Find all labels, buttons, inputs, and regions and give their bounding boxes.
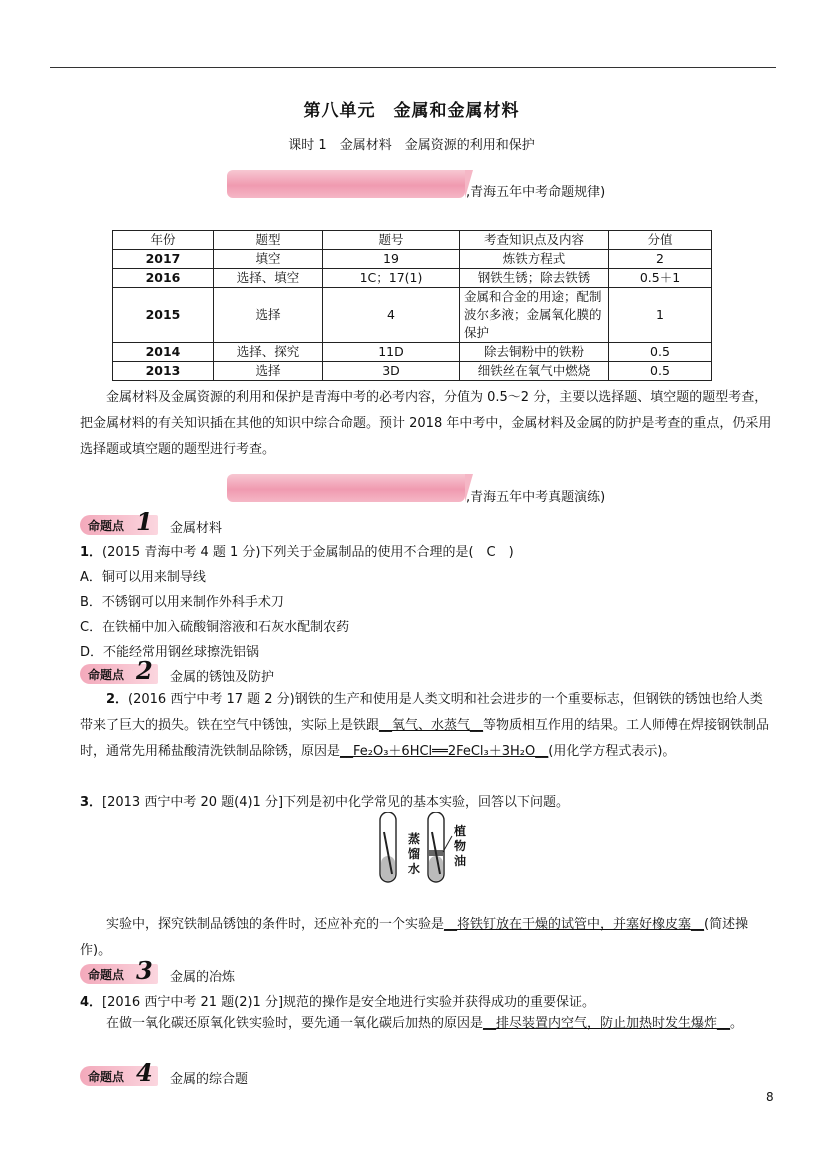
topic-number: 1 (136, 507, 153, 536)
topic-tag-label: 命题点 (88, 1070, 125, 1084)
answer-blank: __将铁钉放在干燥的试管中，并塞好橡皮塞__ (444, 917, 705, 932)
question-text: 等物质相互作用的结果。工人师傅在焊接钢铁制品时，通常先用稀盐酸清洗铁制品除锈，原因是 (80, 718, 770, 759)
question-2 (80, 687, 775, 765)
question-4-stem (80, 991, 595, 1010)
question-number: 4． (80, 995, 103, 1010)
cell-type: 选择 (214, 288, 323, 343)
question-text: (用化学方程式表示)。 (548, 744, 676, 759)
topic-title: 金属的锈蚀及防护 (170, 670, 275, 685)
label-vegetable-oil: 植物油 (454, 824, 467, 868)
topic-title: 金属材料 (170, 521, 223, 536)
question-text: 。 (730, 1016, 744, 1031)
table-row (113, 288, 712, 343)
question-3-body (80, 912, 775, 964)
topic-tag-label: 命题点 (88, 968, 125, 982)
table-header: 题号 (323, 231, 460, 250)
cell-year: 2015 (113, 288, 214, 343)
option-c: C．在铁桶中加入硫酸铜溶液和石灰水配制农药 (80, 620, 350, 635)
table-header: 题型 (214, 231, 323, 250)
cell-number: 19 (323, 250, 460, 269)
table-header-row (113, 231, 712, 250)
cell-content: 细铁丝在氧气中燃烧 (460, 362, 609, 381)
table-row (113, 362, 712, 381)
cell-score: 0.5 (609, 343, 712, 362)
cell-number: 4 (323, 288, 460, 343)
question-text: 在做一氧化碳还原氧化铁实验时，要先通一氧化碳后加热的原因是 (106, 1016, 484, 1031)
cell-score: 0.5 (609, 362, 712, 381)
question-text: [2016 西宁中考 21 题(2)1 分]规范的操作是安全地进行实验并获得成功的重要保证。 (102, 995, 596, 1010)
topic-number: 3 (136, 956, 153, 985)
cell-type: 选择、填空 (214, 269, 323, 288)
table-row (113, 269, 712, 288)
topic-tag (80, 956, 158, 985)
answer-blank: __氧气、水蒸气__ (379, 718, 484, 733)
page-number: 8 (766, 1090, 774, 1104)
cell-score: 2 (609, 250, 712, 269)
cell-score: 0.5＋1 (609, 269, 712, 288)
banner-rules-ribbon (227, 170, 465, 198)
question-4-body (80, 1011, 775, 1037)
cell-content: 钢铁生锈；除去铁锈 (460, 269, 609, 288)
cell-year: 2016 (113, 269, 214, 288)
topic-number: 4 (136, 1058, 153, 1087)
cell-type: 填空 (214, 250, 323, 269)
topic-tag (80, 656, 158, 685)
question-3-stem (80, 791, 569, 810)
cell-year: 2013 (113, 362, 214, 381)
question-number: 3． (80, 795, 103, 810)
banner-practice-ribbon (227, 474, 465, 502)
topic-tag (80, 1058, 158, 1087)
test-tube-left (380, 812, 396, 882)
question-text: (2016 西宁中考 17 题 2 分)钢铁的生产和使用是人类文明和社会进步的一个重要标志，但钢铁的锈蚀也给人类带来了巨大的损失。铁在空气中锈蚀，实际上是铁跟 (80, 692, 763, 733)
answer-blank: __排尽装置内空气，防止加热时发生爆炸__ (483, 1016, 731, 1031)
label-distilled-water: 蒸馏水 (408, 832, 421, 876)
cell-type: 选择、探究 (214, 343, 323, 362)
option-a: A．铜可以用来制导线 (80, 570, 206, 585)
topic-title: 金属的冶炼 (170, 970, 236, 985)
banner-rules-text: ,青海五年中考命题规律) (466, 185, 606, 200)
cell-content: 金属和合金的用途；配制波尔多液；金属氧化膜的保护 (460, 288, 609, 343)
table-header: 考查知识点及内容 (460, 231, 609, 250)
question-text: [2013 西宁中考 20 题(4)1 分]下列是初中化学常见的基本实验，回答以下问题。 (102, 795, 570, 810)
question-text: 实验中，探究铁制品锈蚀的条件时，还应补充的一个实验是 (106, 917, 445, 932)
option-b: B．不锈钢可以用来制作外科手术刀 (80, 595, 284, 610)
question-text: (简述操作)。 (80, 917, 749, 958)
cell-content: 炼铁方程式 (460, 250, 609, 269)
table-row (113, 250, 712, 269)
cell-number: 11D (323, 343, 460, 362)
table-header: 分值 (609, 231, 712, 250)
table-row (113, 343, 712, 362)
question-number: 2． (106, 692, 129, 707)
question-number: 1． (80, 545, 103, 560)
cell-year: 2017 (113, 250, 214, 269)
topic-title: 金属的综合题 (170, 1072, 249, 1087)
header-rule (50, 67, 776, 68)
unit-title: 第八单元 金属和金属材料 (303, 101, 520, 121)
answer-blank: __Fe₂O₃＋6HCl══2FeCl₃＋3H₂O__ (340, 744, 549, 759)
topic-tag (80, 507, 158, 536)
banner-practice-text: ,青海五年中考真题演练) (466, 490, 606, 505)
cell-score: 1 (609, 288, 712, 343)
question-1-stem (80, 541, 514, 560)
question-text: (2015 青海中考 4 题 1 分)下列关于金属制品的使用不合理的是( C ) (102, 545, 514, 560)
cell-type: 选择 (214, 362, 323, 381)
exam-pattern-table (112, 230, 712, 381)
lesson-title: 课时 1 金属材料 金属资源的利用和保护 (288, 138, 535, 153)
summary-paragraph: 金属材料及金属资源的利用和保护是青海中考的必考内容，分值为 0.5～2 分，主要以选择题、填空题的题型考查，把金属材料的有关知识插在其他的知识中综合命题。预计 2018 年中考中，金属材料及金属的防护是考查的重点，仍采用选择题或填空题的题型进行考查。 (80, 390, 772, 457)
cell-content: 除去铜粉中的铁粉 (460, 343, 609, 362)
topic-tag-label: 命题点 (88, 668, 125, 682)
table-header: 年份 (113, 231, 214, 250)
topic-tag-label: 命题点 (88, 519, 125, 533)
test-tube-right (428, 812, 452, 882)
topic-number: 2 (136, 656, 153, 685)
cell-year: 2014 (113, 343, 214, 362)
cell-number: 3D (323, 362, 460, 381)
cell-number: 1C；17(1) (323, 269, 460, 288)
option-d: D．不能经常用钢丝球擦洗铝锅 (80, 645, 260, 660)
